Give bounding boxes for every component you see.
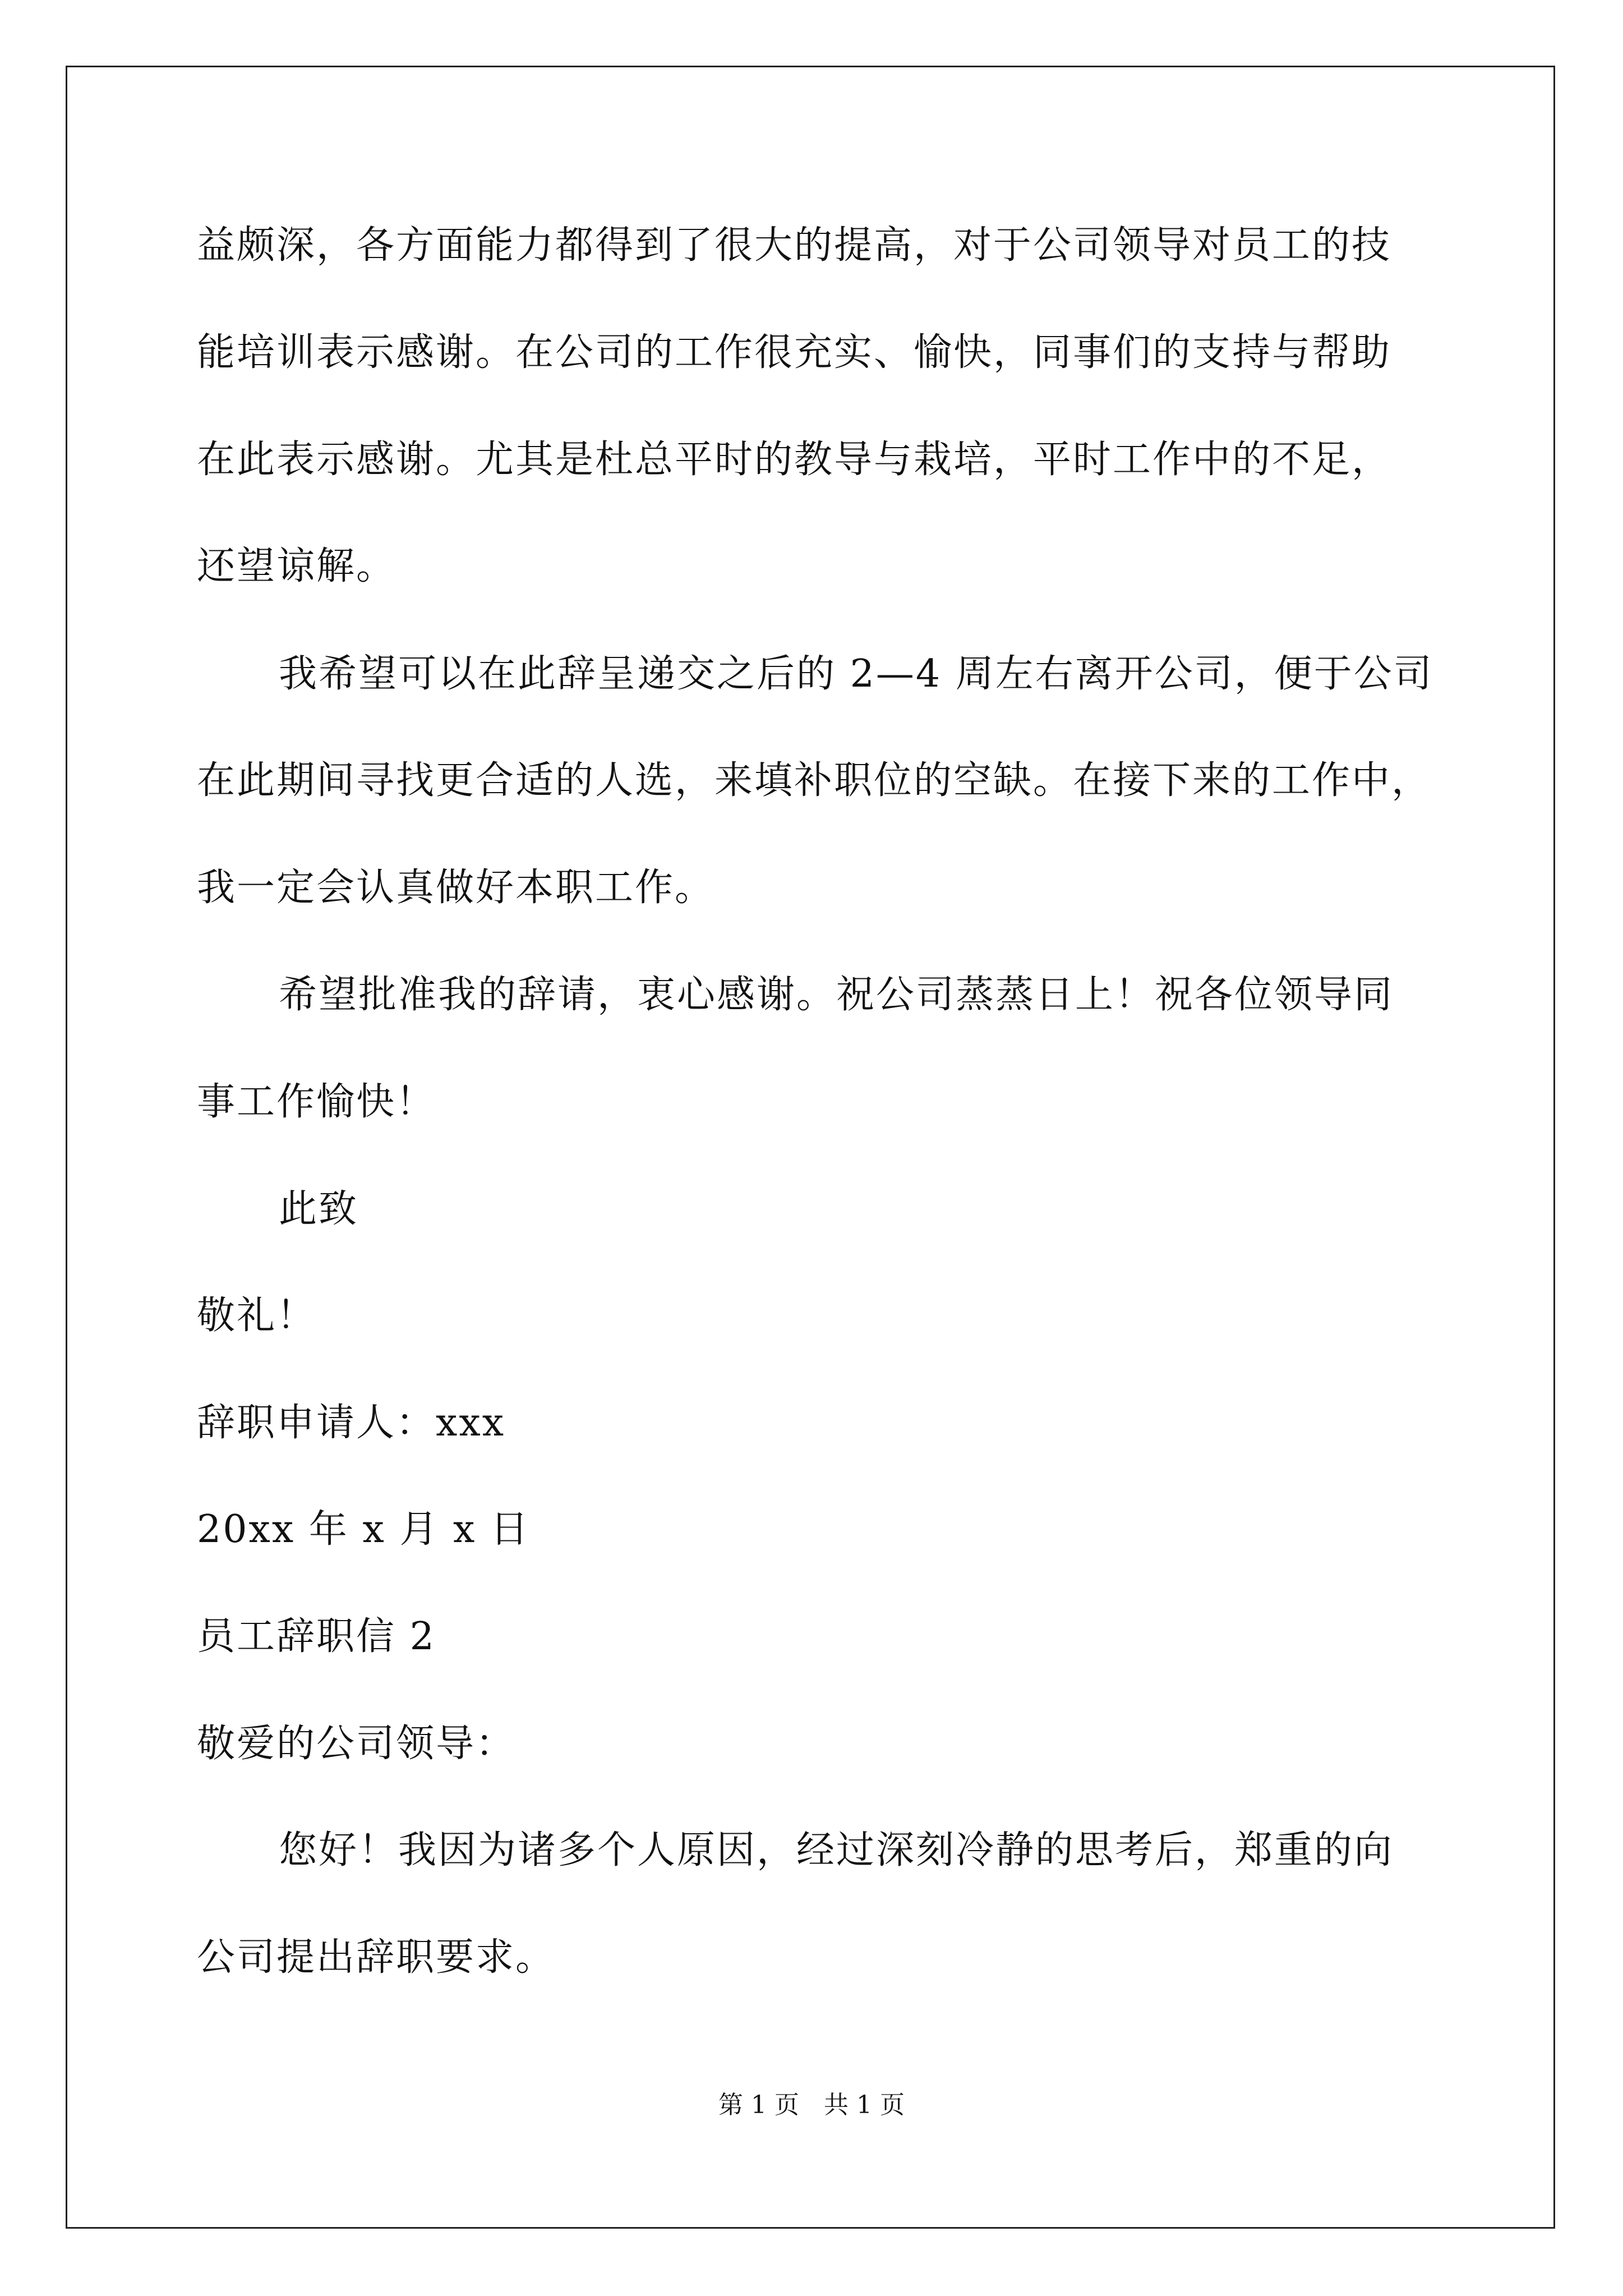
body-line-7: 我一定会认真做好本职工作。 xyxy=(197,866,715,910)
body-line-2: 能培训表示感谢。在公司的工作很充实、愉快，同事们的支持与帮助 xyxy=(197,330,1392,375)
salutation: 敬爱的公司领导： xyxy=(197,1722,516,1766)
body-line-11: 公司提出辞职要求。 xyxy=(197,1935,556,1980)
body-line-8: 希望批准我的辞请，衷心感谢。祝公司蒸蒸日上！祝各位领导同 xyxy=(279,973,1394,1017)
body-line-1: 益颇深，各方面能力都得到了很大的提高，对于公司领导对员工的技 xyxy=(197,223,1392,268)
closing-jingli: 敬礼！ xyxy=(197,1294,317,1338)
page-border xyxy=(66,66,1555,2229)
body-line-10: 您好！我因为诸多个人原因，经过深刻冷静的思考后，郑重的向 xyxy=(279,1828,1394,1872)
page-footer: 第 1 页 共 1 页 xyxy=(718,2091,905,2119)
body-line-4: 还望谅解。 xyxy=(197,544,396,588)
body-line-3: 在此表示感谢。尤其是杜总平时的教导与栽培，平时工作中的不足， xyxy=(197,438,1392,482)
body-line-5: 我希望可以在此辞呈递交之后的 2—4 周左右离开公司，便于公司 xyxy=(279,652,1433,696)
body-line-9: 事工作愉快！ xyxy=(197,1080,436,1124)
signature-date: 20xx 年 x 月 x 日 xyxy=(197,1507,531,1552)
body-line-6: 在此期间寻找更合适的人选，来填补职位的空缺。在接下来的工作中， xyxy=(197,758,1432,803)
signature-applicant: 辞职申请人：xxx xyxy=(197,1401,506,1445)
section-title: 员工辞职信 2 xyxy=(197,1614,436,1659)
closing-cizhi: 此致 xyxy=(279,1187,359,1231)
